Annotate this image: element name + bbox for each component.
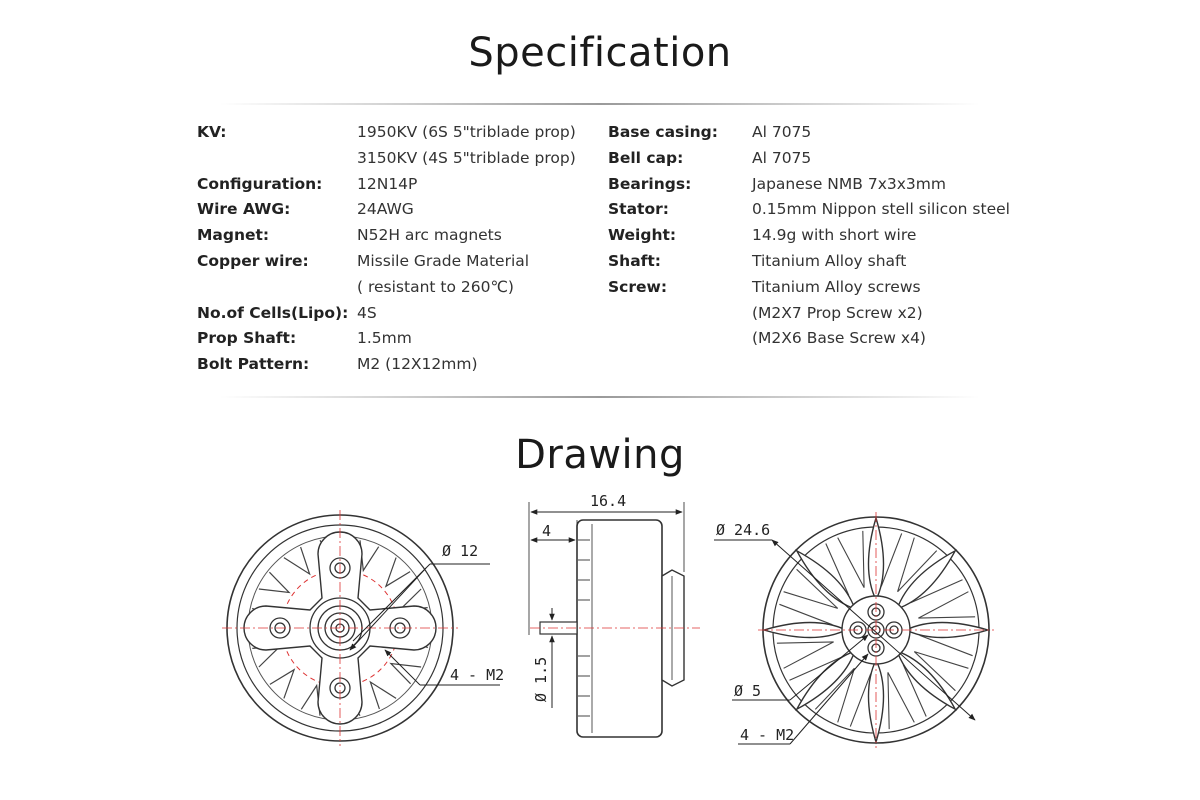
spec-value: 3150KV (4S 5"triblade prop) — [357, 148, 576, 167]
drawing-title: Drawing — [515, 432, 685, 478]
spec-label: No.of Cells(Lipo): — [197, 303, 349, 322]
spec-row — [197, 146, 576, 172]
spec-value: Japanese NMB 7x3x3mm — [752, 174, 946, 193]
spec-row — [608, 326, 1010, 352]
spec-label: Magnet: — [197, 226, 270, 245]
spec-label: Prop Shaft: — [197, 329, 297, 348]
top-diameter-label: Ø 24.6 — [716, 521, 771, 539]
spec-value: N52H arc magnets — [357, 226, 502, 245]
spec-row — [197, 223, 576, 249]
side-cap-height-label: 4 — [542, 522, 552, 540]
top-view-drawing — [758, 512, 994, 748]
spec-row — [608, 120, 1010, 146]
bottom-view-drawing — [222, 510, 458, 746]
spec-value: Missile Grade Material — [357, 251, 530, 270]
spec-value: ( resistant to 260℃) — [357, 277, 514, 296]
spec-label: Wire AWG: — [197, 200, 291, 219]
side-shaft-label: Ø 1.5 — [532, 656, 550, 702]
bottom-divider — [220, 396, 980, 398]
spec-value: 1950KV (6S 5"triblade prop) — [357, 123, 576, 141]
spec-label — [197, 146, 357, 172]
side-view-drawing — [530, 520, 700, 737]
spec-right-column — [608, 120, 1010, 352]
spec-label: Copper wire: — [197, 251, 309, 270]
spec-row — [608, 301, 1010, 327]
specification-title: Specification — [468, 30, 732, 76]
spec-label: KV: — [197, 123, 227, 141]
spec-label: Shaft: — [608, 251, 662, 270]
bottom-thread-label: 4 - M2 — [450, 666, 505, 684]
spec-value: 14.9g with short wire — [752, 226, 917, 245]
spec-left-column — [197, 120, 576, 378]
spec-value: 4S — [357, 303, 377, 322]
spec-row — [197, 301, 576, 327]
bottom-bolt-circle-label: Ø 12 — [442, 542, 479, 560]
spec-row — [197, 275, 576, 301]
spec-row — [197, 352, 576, 378]
spec-label: Bolt Pattern: — [197, 355, 310, 374]
spec-value: 1.5mm — [357, 329, 412, 348]
spec-row — [197, 197, 576, 223]
spec-label — [197, 275, 357, 301]
spec-label — [608, 326, 752, 352]
spec-row — [608, 249, 1010, 275]
spec-row — [608, 197, 1010, 223]
spec-value: (M2X7 Prop Screw x2) — [752, 303, 923, 322]
technical-drawing — [0, 480, 1200, 780]
side-length-label: 16.4 — [590, 492, 627, 510]
spec-label: Screw: — [608, 277, 668, 296]
spec-label: Weight: — [608, 226, 677, 245]
spec-row — [608, 275, 1010, 301]
spec-row — [197, 120, 576, 146]
spec-row — [608, 223, 1010, 249]
spec-label: Configuration: — [197, 174, 323, 193]
top-thread-label: 4 - M2 — [740, 726, 795, 744]
spec-value: Al 7075 — [752, 123, 812, 141]
spec-label: Stator: — [608, 200, 669, 219]
spec-value: (M2X6 Base Screw x4) — [752, 329, 926, 348]
spec-value: M2 (12X12mm) — [357, 355, 478, 374]
top-center-hole-label: Ø 5 — [734, 682, 762, 700]
spec-row — [608, 146, 1010, 172]
spec-label: Bell cap: — [608, 148, 684, 167]
spec-row — [197, 326, 576, 352]
spec-row — [197, 249, 576, 275]
spec-row — [197, 172, 576, 198]
spec-label: Base casing: — [608, 123, 718, 141]
spec-value: 24AWG — [357, 200, 414, 219]
spec-row — [608, 172, 1010, 198]
spec-value: 0.15mm Nippon stell silicon steel — [752, 200, 1010, 219]
spec-label — [608, 301, 752, 327]
spec-label: Bearings: — [608, 174, 692, 193]
spec-value: Titanium Alloy screws — [752, 277, 921, 296]
top-divider — [220, 103, 980, 105]
spec-value: Al 7075 — [752, 148, 812, 167]
spec-value: Titanium Alloy shaft — [752, 251, 907, 270]
spec-value: 12N14P — [357, 174, 418, 193]
